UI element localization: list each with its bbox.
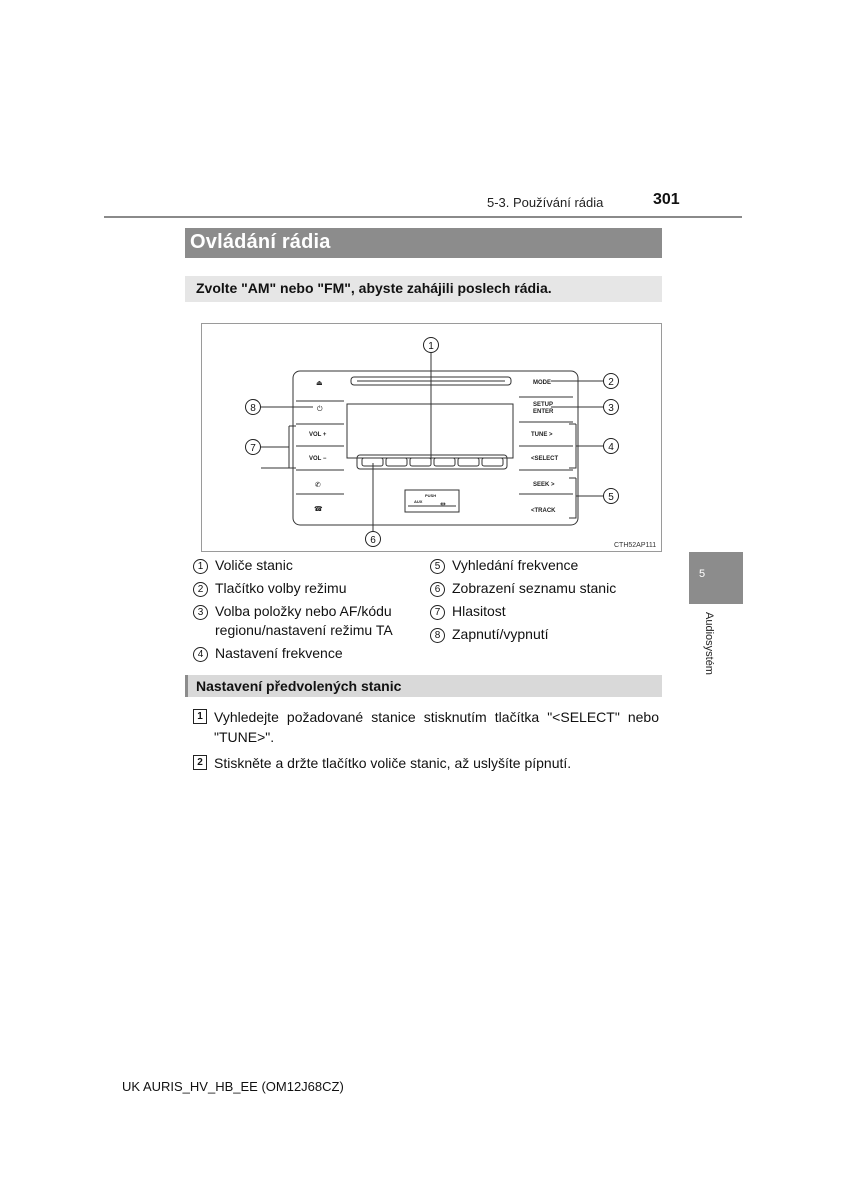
legend-number: 5 bbox=[430, 559, 445, 574]
legend-number: 8 bbox=[430, 628, 445, 643]
legend-text: Zobrazení seznamu stanic bbox=[452, 580, 617, 596]
label-enter: ENTER bbox=[533, 409, 554, 415]
legend-text: Tlačítko volby režimu bbox=[215, 580, 347, 596]
label-setup: SETUP bbox=[533, 402, 554, 408]
chapter-tab bbox=[689, 552, 743, 604]
step-text: Vyhledejte požadované stanice stisknutím tlačítka "<SELECT" nebo "TUNE>". bbox=[214, 709, 659, 745]
legend-item bbox=[430, 556, 652, 575]
step-item bbox=[193, 707, 663, 747]
legend-item bbox=[430, 625, 652, 644]
figure-code: CTH52AP111 bbox=[614, 542, 657, 549]
page-number: 301 bbox=[653, 191, 680, 208]
eject-icon: ⏏ bbox=[316, 379, 323, 387]
step-item bbox=[193, 753, 663, 773]
label-select: <SELECT bbox=[531, 456, 559, 462]
phone-icon: ✆ bbox=[315, 481, 321, 489]
step-heading: Zvolte "AM" nebo "FM", abyste zahájili poslech rádia. bbox=[196, 280, 552, 296]
hang-up-icon: ☎ bbox=[314, 505, 323, 513]
legend-item bbox=[193, 602, 415, 640]
header-divider bbox=[104, 216, 742, 218]
legend-item bbox=[193, 644, 415, 663]
legend-text: Hlasitost bbox=[452, 603, 506, 619]
legend-number: 6 bbox=[430, 582, 445, 597]
label-tune: TUNE > bbox=[531, 432, 553, 438]
legend-text: Nastavení frekvence bbox=[215, 645, 343, 661]
legend-item bbox=[193, 556, 415, 575]
label-vol-down: VOL − bbox=[309, 456, 327, 462]
legend-item bbox=[430, 602, 652, 621]
legend-left bbox=[193, 556, 415, 663]
label-aux: AUX bbox=[414, 499, 423, 504]
legend-right bbox=[430, 556, 652, 644]
step-text: Stiskněte a držte tlačítko voliče stanic, až uslyšíte pípnutí. bbox=[214, 755, 572, 771]
callout-2: 2 bbox=[608, 377, 614, 388]
radio-panel-diagram bbox=[201, 323, 662, 552]
chapter-label: Audiosystém bbox=[703, 612, 715, 675]
callout-3: 3 bbox=[608, 403, 614, 414]
legend-text: Vyhledání frekvence bbox=[452, 557, 579, 573]
legend-item bbox=[193, 579, 415, 598]
legend-text: Voliče stanic bbox=[215, 557, 293, 573]
subheading: Nastavení předvolených stanic bbox=[196, 678, 402, 694]
section-header: 5-3. Používání rádia bbox=[487, 195, 604, 210]
legend-number: 1 bbox=[193, 559, 208, 574]
callout-1: 1 bbox=[428, 341, 434, 352]
legend-text: Volba položky nebo AF/kódu regionu/nastavení režimu TA bbox=[215, 603, 393, 638]
callout-8: 8 bbox=[250, 403, 256, 414]
step-number: 1 bbox=[193, 709, 207, 724]
usb-icon: ⇹ bbox=[440, 500, 446, 508]
label-mode: MODE bbox=[533, 380, 551, 386]
label-seek: SEEK > bbox=[533, 482, 555, 488]
label-track: <TRACK bbox=[531, 508, 556, 514]
callout-6: 6 bbox=[370, 535, 376, 546]
callout-4: 4 bbox=[608, 442, 614, 453]
label-push: PUSH bbox=[425, 493, 437, 498]
legend-item bbox=[430, 579, 652, 598]
legend-number: 3 bbox=[193, 605, 208, 620]
steps-list bbox=[193, 707, 663, 773]
power-icon: ⏻ bbox=[317, 405, 323, 413]
footer-code: UK AURIS_HV_HB_EE (OM12J68CZ) bbox=[122, 1079, 344, 1094]
callout-5: 5 bbox=[608, 492, 614, 503]
label-vol-up: VOL + bbox=[309, 432, 327, 438]
legend-number: 7 bbox=[430, 605, 445, 620]
legend-number: 4 bbox=[193, 647, 208, 662]
chapter-number: 5 bbox=[699, 568, 706, 580]
callout-7: 7 bbox=[250, 443, 256, 454]
page-title: Ovládání rádia bbox=[190, 231, 331, 253]
legend-text: Zapnutí/vypnutí bbox=[452, 626, 549, 642]
legend-number: 2 bbox=[193, 582, 208, 597]
step-number: 2 bbox=[193, 755, 207, 770]
